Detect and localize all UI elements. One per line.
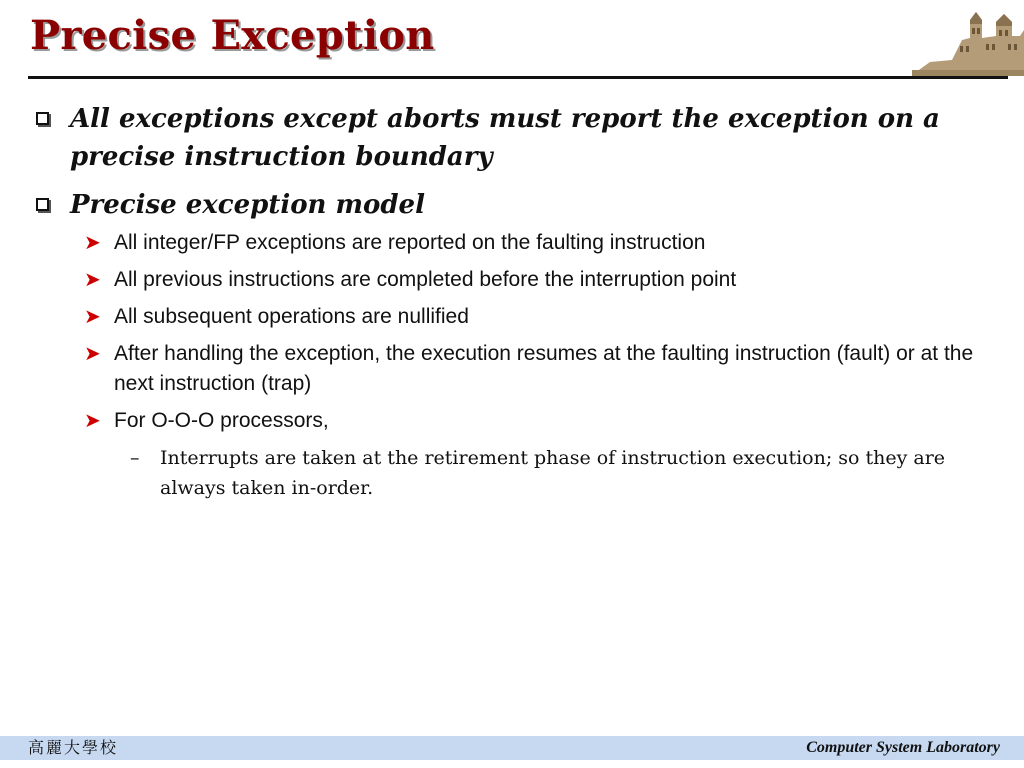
arrow-bullet-icon: ➤ xyxy=(84,232,101,254)
bullet-text: Precise exception model xyxy=(70,190,425,220)
sub-bullet-item xyxy=(30,302,1000,332)
footer-lab-name: Computer System Laboratory xyxy=(806,739,1000,756)
sub-bullet-item xyxy=(30,265,1000,295)
sub-bullet-item xyxy=(30,406,1000,436)
square-bullet-icon xyxy=(36,112,49,125)
arrow-bullet-icon: ➤ xyxy=(84,269,101,291)
dash-bullet: – xyxy=(130,447,140,469)
sub-bullet-text: All subsequent operations are nullified xyxy=(114,305,469,328)
sub-bullet-text: After handling the exception, the execution resumes at the faulting instruction (fault) or at the next instruction (trap) xyxy=(114,342,974,395)
arrow-bullet-icon: ➤ xyxy=(84,343,101,365)
slide-body xyxy=(30,100,1000,503)
square-bullet-icon xyxy=(36,198,49,211)
slide-title: Precise Exception xyxy=(30,12,435,59)
university-building-icon xyxy=(912,0,1024,76)
arrow-bullet-icon: ➤ xyxy=(84,306,101,328)
sub-bullet-item xyxy=(30,228,1000,258)
bullet-text: All exceptions except aborts must report the exception on a precise instruction boundary xyxy=(70,104,940,172)
sub-sub-bullet-text: Interrupts are taken at the retirement phase of instruction execution; so they are always taken in-order. xyxy=(160,447,946,499)
sub-sub-bullet-item xyxy=(30,443,1000,503)
sub-bullet-text: All previous instructions are completed before the interruption point xyxy=(114,268,737,291)
bullet-item xyxy=(30,100,1000,176)
sub-bullet-text: All integer/FP exceptions are reported on the faulting instruction xyxy=(114,231,706,254)
bullet-item xyxy=(30,186,1000,224)
title-underline xyxy=(28,76,1008,79)
sub-bullet-item xyxy=(30,339,1000,399)
sub-bullet-text: For O-O-O processors, xyxy=(114,409,329,432)
footer-university-name: 高麗大學校 xyxy=(28,738,119,757)
footer-bar xyxy=(0,736,1024,760)
arrow-bullet-icon: ➤ xyxy=(84,410,101,432)
